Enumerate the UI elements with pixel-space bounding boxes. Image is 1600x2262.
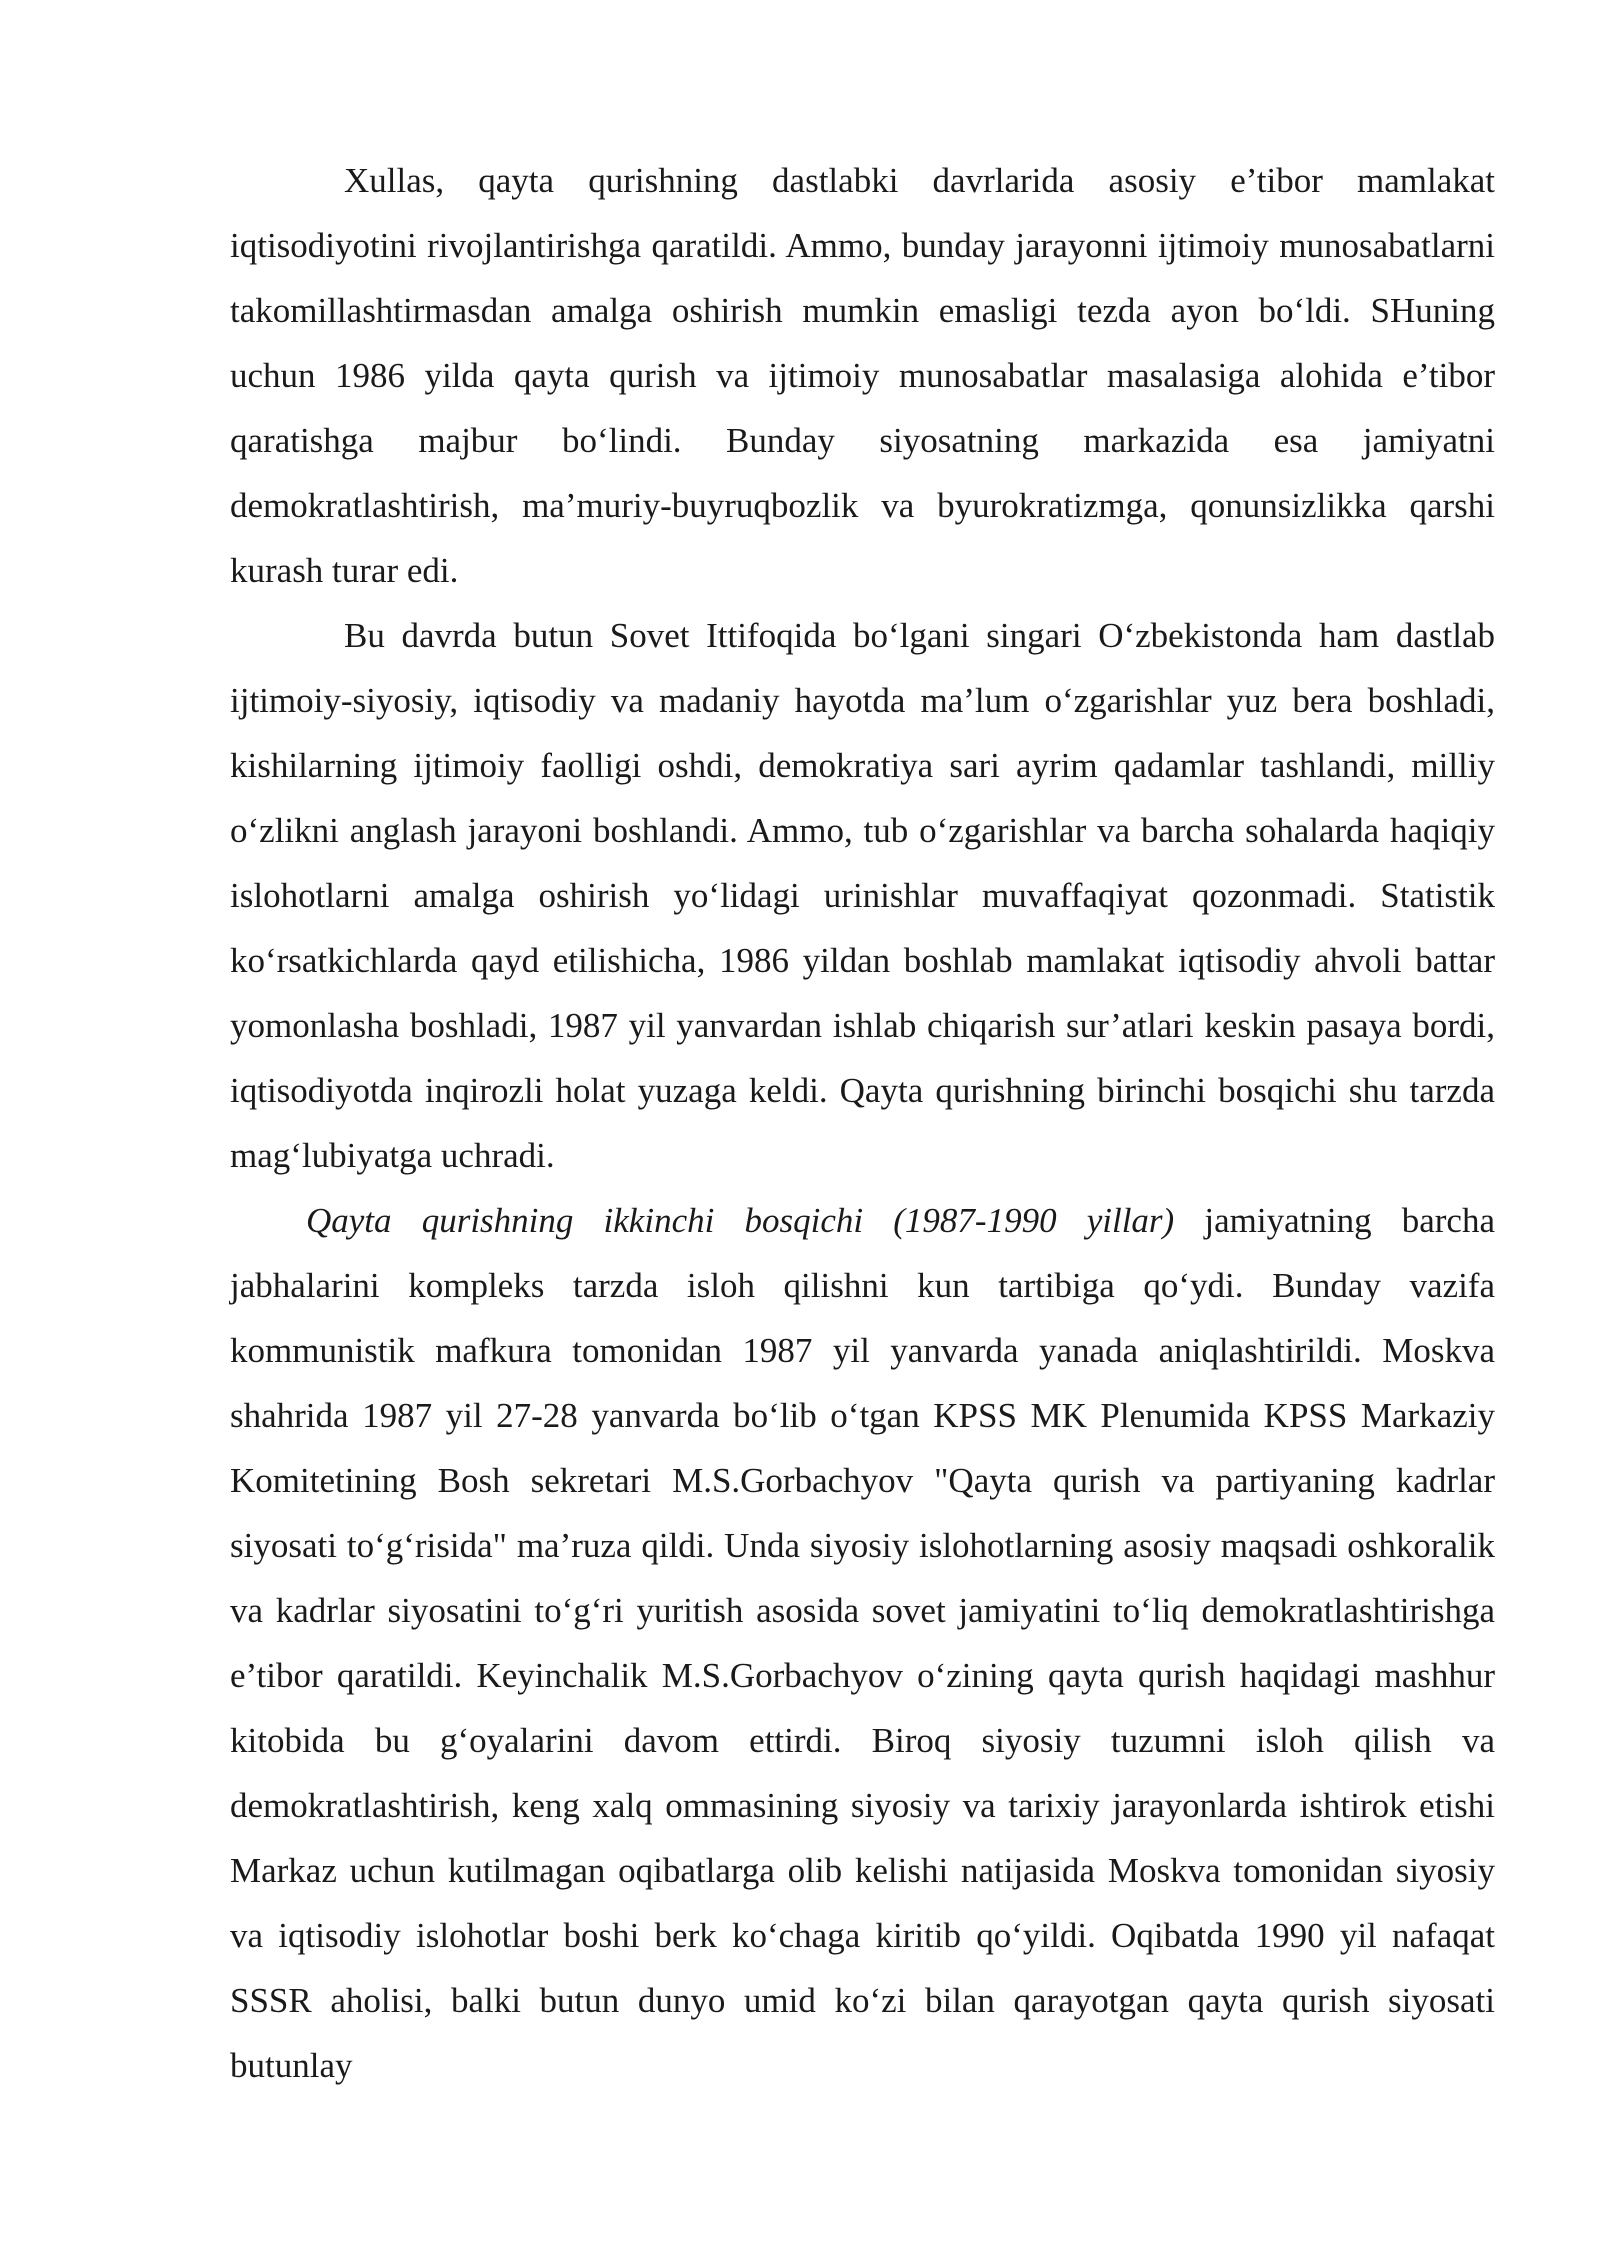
paragraph-2 xyxy=(230,603,1495,1188)
document-page xyxy=(230,148,1495,2098)
paragraph-1 xyxy=(230,148,1495,603)
paragraph-3 xyxy=(230,1188,1495,2098)
paragraph-3-text: jamiyatning barcha jabhalarini kompleks tarzda isloh qilishni kun tartibiga qo‘ydi. Bunday vazifa kommunistik mafkura tomonidan 1987 yil yanvarda yanada aniqlashtirildi. Moskva shahrida 1987 yil 27-28 yanvarda bo‘lib o‘tgan KPSS MK Plenumida KPSS Markaziy Komitetining Bosh sekretari M.S.Gorbachyov "Qayta qurish va partiyaning kadrlar siyosati to‘g‘risida" ma’ruza qildi. Unda siyosiy islohotlarning asosiy maqsadi oshkoralik va kadrlar siyosatini to‘g‘ri yuritish asosida sovet jamiyatini to‘liq demokratlashtirishga e’tibor qaratildi. Keyinchalik M.S.Gorbachyov o‘zining qayta qurish haqidagi mashhur kitobida bu g‘oyalarini davom ettirdi. Biroq siyosiy tuzumni isloh qilish va demokratlashtirish, keng xalq ommasining siyosiy va tarixiy jarayonlarda ishtirok etishi Markaz uchun kutilmagan oqibatlarga olib kelishi natijasida Moskva tomonidan siyosiy va iqtisodiy islohotlar boshi berk ko‘chaga kiritib qo‘yildi. Oqibatda 1990 yil nafaqat SSSR aholisi, balki butun dunyo umid ko‘zi bilan qarayotgan qayta qurish siyosati butunlay xyxy=(230,1201,1495,2085)
paragraph-1-text: Xullas, qayta qurishning dastlabki davrlarida asosiy e’tibor mamlakat iqtisodiyotini rivojlantirishga qaratildi. Ammo, bunday jarayonni ijtimoiy munosabatlarni takomillashtirmasdan amalga oshirish mumkin emasligi tezda ayon bo‘ldi. SHuning uchun 1986 yilda qayta qurish va ijtimoiy munosabatlar masalasiga alohida e’tibor qaratishga majbur bo‘lindi. Bunday siyosatning markazida esa jamiyatni demokratlashtirish, ma’muriy-buyruqbozlik va byurokratizmga, qonunsizlikka qarshi kurash turar edi. xyxy=(230,161,1495,590)
paragraph-2-text: Bu davrda butun Sovet Ittifoqida bo‘lgani singari O‘zbekistonda ham dastlab ijtimoiy-siyosiy, iqtisodiy va madaniy hayotda ma’lum o‘zgarishlar yuz bera boshladi, kishilarning ijtimoiy faolligi oshdi, demokratiya sari ayrim qadamlar tashlandi, milliy o‘zlikni anglash jarayoni boshlandi. Ammo, tub o‘zgarishlar va barcha sohalarda haqiqiy islohotlarni amalga oshirish yo‘lidagi urinishlar muvaffaqiyat qozonmadi. Statistik ko‘rsatkichlarda qayd etilishicha, 1986 yildan boshlab mamlakat iqtisodiy ahvoli battar yomonlasha boshladi, 1987 yil yanvardan ishlab chiqarish sur’atlari keskin pasaya bordi, iqtisodiyotda inqirozli holat yuzaga keldi. Qayta qurishning birinchi bosqichi shu tarzda mag‘lubiyatga uchradi. xyxy=(230,616,1495,1175)
paragraph-3-italic-lead: Qayta qurishning ikkinchi bosqichi (1987-1990 yillar) xyxy=(306,1201,1175,1240)
